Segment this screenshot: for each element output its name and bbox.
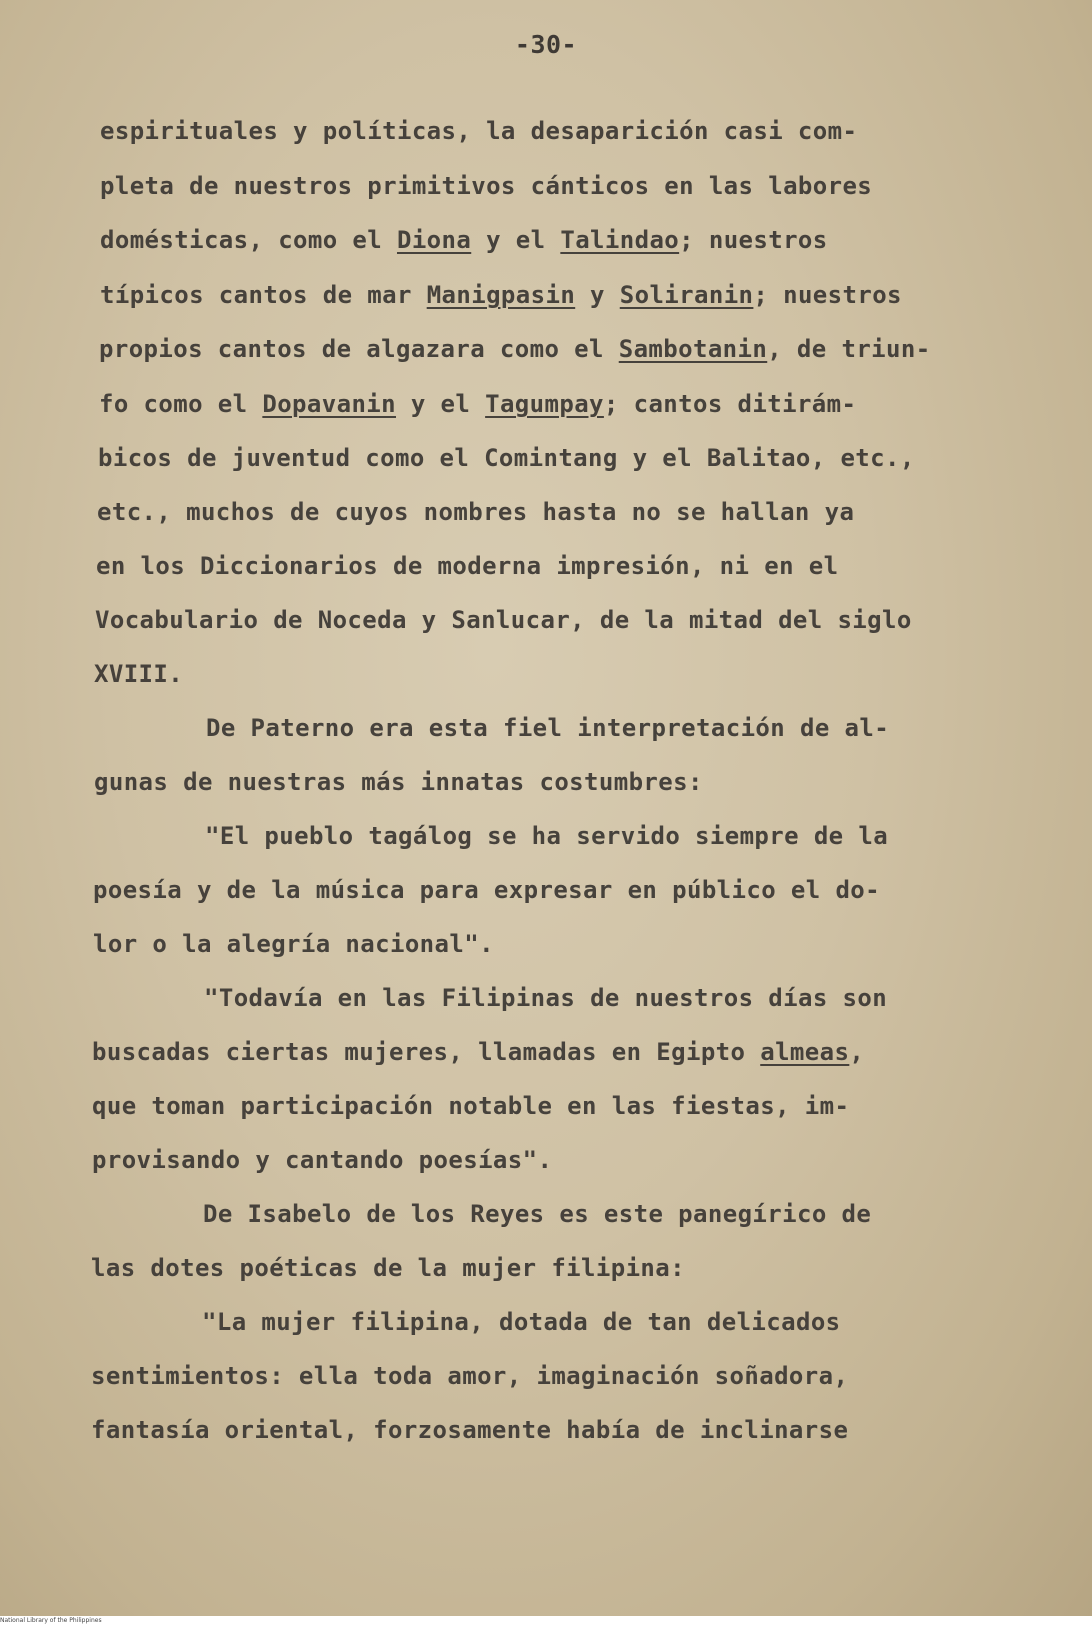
underlined-term: Sambotanin [618, 335, 768, 363]
text-segment: poesía y de la música para expresar en público el do- [93, 876, 881, 904]
underlined-term: almeas [760, 1038, 850, 1066]
text-line [203, 1200, 871, 1228]
text-segment: provisando y cantando poesías". [92, 1146, 553, 1174]
text-line [206, 714, 889, 742]
text-segment: sentimientos: ella toda amor, imaginación soñadora, [91, 1362, 849, 1390]
text-line [95, 606, 912, 634]
text-segment: "La mujer filipina, dotada de tan delicados [202, 1308, 841, 1336]
text-line [98, 444, 915, 472]
text-segment: que toman participación notable en las fiestas, im- [92, 1092, 850, 1120]
text-line [99, 335, 931, 363]
text-segment: gunas de nuestras más innatas costumbres: [94, 768, 703, 796]
underlined-term: Manigpasin [426, 281, 576, 309]
text-segment: De Isabelo de los Reyes es este panegírico de [203, 1200, 872, 1228]
text-segment: y [575, 281, 620, 309]
underlined-term: Tagumpay [485, 390, 604, 418]
text-segment: XVIII. [94, 660, 184, 688]
text-segment: Vocabulario de Noceda y Sanlucar, de la mitad del siglo [95, 606, 912, 634]
text-line [97, 498, 854, 526]
text-line [94, 660, 183, 688]
text-segment: bicos de juventud como el Comintang y el Balitao, etc., [98, 444, 915, 472]
text-line [100, 117, 857, 145]
text-segment: "Todavía en las Filipinas de nuestros días son [204, 984, 888, 1012]
text-segment: buscadas ciertas mujeres, llamadas en Egipto [92, 1038, 761, 1066]
text-segment: , de triun- [767, 335, 931, 363]
text-segment: espirituales y políticas, la desaparición casi com- [100, 117, 858, 145]
text-segment: domésticas, como el [100, 226, 397, 254]
text-segment: pleta de nuestros primitivos cánticos en las labores [100, 172, 873, 200]
text-segment: ; cantos ditirám- [603, 390, 857, 418]
text-segment: y el [471, 226, 561, 254]
text-segment: lor o la alegría nacional". [93, 930, 494, 958]
text-line [100, 172, 872, 200]
underlined-term: Diona [396, 226, 472, 254]
text-line [100, 281, 902, 309]
text-segment: ; nuestros [753, 281, 902, 309]
text-segment: fo como el [99, 390, 263, 418]
page-number: -30- [514, 30, 578, 59]
text-segment: De Paterno era esta fiel interpretación de al- [206, 714, 890, 742]
underlined-term: Soliranin [619, 281, 754, 309]
underlined-term: Talindao [560, 226, 680, 254]
text-segment: y el [396, 390, 486, 418]
text-segment: propios cantos de algazara como el [99, 335, 619, 363]
text-line [91, 1416, 848, 1444]
text-line [202, 1308, 841, 1336]
text-segment: , [849, 1038, 865, 1066]
text-segment: fantasía oriental, forzosamente había de inclinarse [91, 1416, 849, 1444]
text-line [99, 390, 856, 418]
text-line [94, 768, 703, 796]
archive-footer: National Library of the Philippines [0, 1617, 102, 1624]
text-segment: las dotes poéticas de la mujer filipina: [91, 1254, 685, 1282]
text-line [92, 1092, 849, 1120]
underlined-term: Dopavanin [262, 390, 396, 418]
text-line [93, 930, 494, 958]
text-line [96, 552, 838, 580]
text-line [100, 226, 828, 254]
text-line [91, 1254, 685, 1282]
text-line [93, 876, 880, 904]
text-line [92, 1038, 864, 1066]
text-line [91, 1362, 848, 1390]
text-line [92, 1146, 552, 1174]
text-line [204, 984, 887, 1012]
text-line [205, 822, 888, 850]
text-segment: ; nuestros [679, 226, 828, 254]
text-segment: típicos cantos de mar [100, 281, 427, 309]
text-segment: "El pueblo tagálog se ha servido siempre de la [205, 822, 889, 850]
text-segment: en los Diccionarios de moderna impresión, ni en el [96, 552, 839, 580]
text-segment: etc., muchos de cuyos nombres hasta no se hallan ya [97, 498, 855, 526]
